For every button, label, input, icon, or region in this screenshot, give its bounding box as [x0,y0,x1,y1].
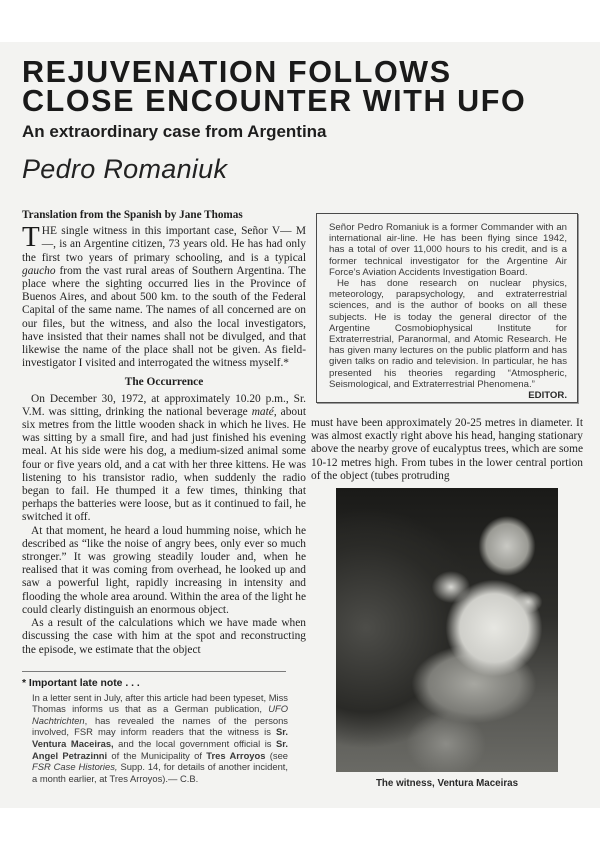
witness-photo [336,488,558,772]
author-bio-box [316,213,578,403]
late-note-heading: * Important late note . . . [22,678,140,689]
title-line-1: REJUVENATION FOLLOWS [22,55,452,89]
footnote-divider [22,671,286,672]
body-paragraph-3: As a result of the calculations which we have made when discussing the case with him at the spot and reconstructing the episode, we estimate that the object [22,617,306,656]
article-subtitle: An extraordinary case from Argentina [22,122,327,141]
magazine-page [0,42,600,808]
body-paragraph-2: At that moment, he heard a loud humming noise, which he described as “like the noise of angry bees, only ever so much stronger.” It was growing steadily louder and, when he realised that it was coming from overhead, he looked up and saw a powerful light, rapidly increasing in intensity and flooding the whole area around. Within the area of the light he could clearly distinguish an enormous object. [22,524,307,616]
late-note-body: In a letter sent in July, after this article had been typeset, Miss Thomas informs us that as a German publication, UFO Nachtrichten, has revealed the names of the persons involved, FSR may inform readers that the witness is Sr. Ventura Maceiras, and the local government official is Sr. Angel Petrazinni of the Municipality of Tres Arroyos (see FSR Case Histories, Supp. 14, for details of another incident, a month earlier, at Tres Arroyos).— C.B. [32,691,289,784]
editor-signature: EDITOR. [528,390,567,402]
title-line-2: CLOSE ENCOUNTER WITH UFO [22,84,527,118]
left-column [22,209,306,657]
article-title [22,55,592,118]
bio-paragraph-2: He has done research on nuclear physics, meteorology, parapsychology, and extraterrestrial sciences, and is the author of books on all these subjects. He is today the general director of the Argentine Cosmobiophysical Institute for Extraterrestrial, Paranormal, and Atomic Research. He has given many lectures on the public platform and has given talks on radio and television. In particular, he has presented his theories regarding “Atmospheric, Seismological, and Extraterrestrial Phenomena.” [329,278,567,390]
right-column-continuation: must have been approximately 20-25 metres in diameter. It was almost exactly right above his head, hanging stationary above the nearby grove of eucalyptus trees, which are some 10-12 metres high. From tubes in the lower central portion of the object (tubes protruding [311,417,584,482]
photo-caption: The witness, Ventura Maceiras [375,778,519,789]
translation-credit: Translation from the Spanish by Jane Thomas [22,209,243,221]
late-note [22,678,288,784]
drop-cap: T [22,221,40,254]
bio-paragraph-1: Señor Pedro Romaniuk is a former Commander with an international air-line. He has been flying since 1942, has a total of over 11,000 hours to his credit, and is a former technical investigator for the Argentine Air Force’s Aviation Accidents Investigation Board. [329,222,567,278]
body-paragraph-1: On December 30, 1972, at approximately 10.20 p.m., Sr. V.M. was sitting, drinking the national beverage maté, about six metres from the little wooden shack in which he lives. He was sitting by a small fire, and had just finished his evening meal. At his side were his dog, a medium-sized animal some four or five years old, and a cat with her three kittens. He was listening to his transistor radio, when suddenly the radio began to fail. He thumped it a few times, thinking that perhaps the batteries were loose, but as it continued to fail, he switched it off. [22,392,306,524]
section-heading-occurrence: The Occurrence [124,376,204,389]
author-bio-text [329,222,567,401]
author-byline: Pedro Romaniuk [22,154,228,184]
intro-paragraph: THE single witness in this important case, Señor V— M—, is an Argentine citizen, 73 years old. He has had only the first two years of primary schooling, and is a typical gaucho from the vast rural areas of Southern Argentina. The place where the sighting occurred lies in the Province of Buenos Aires, and about 500 km. to the south of the Federal Capital of the same name. The names of all concerned are on our files, but the witness, and also the local investigators, have insisted that their names shall not be divulged, and that likewise the name of the place shall not be given. As field-investigator I visited and interrogated the witness myself.* [22,221,306,370]
